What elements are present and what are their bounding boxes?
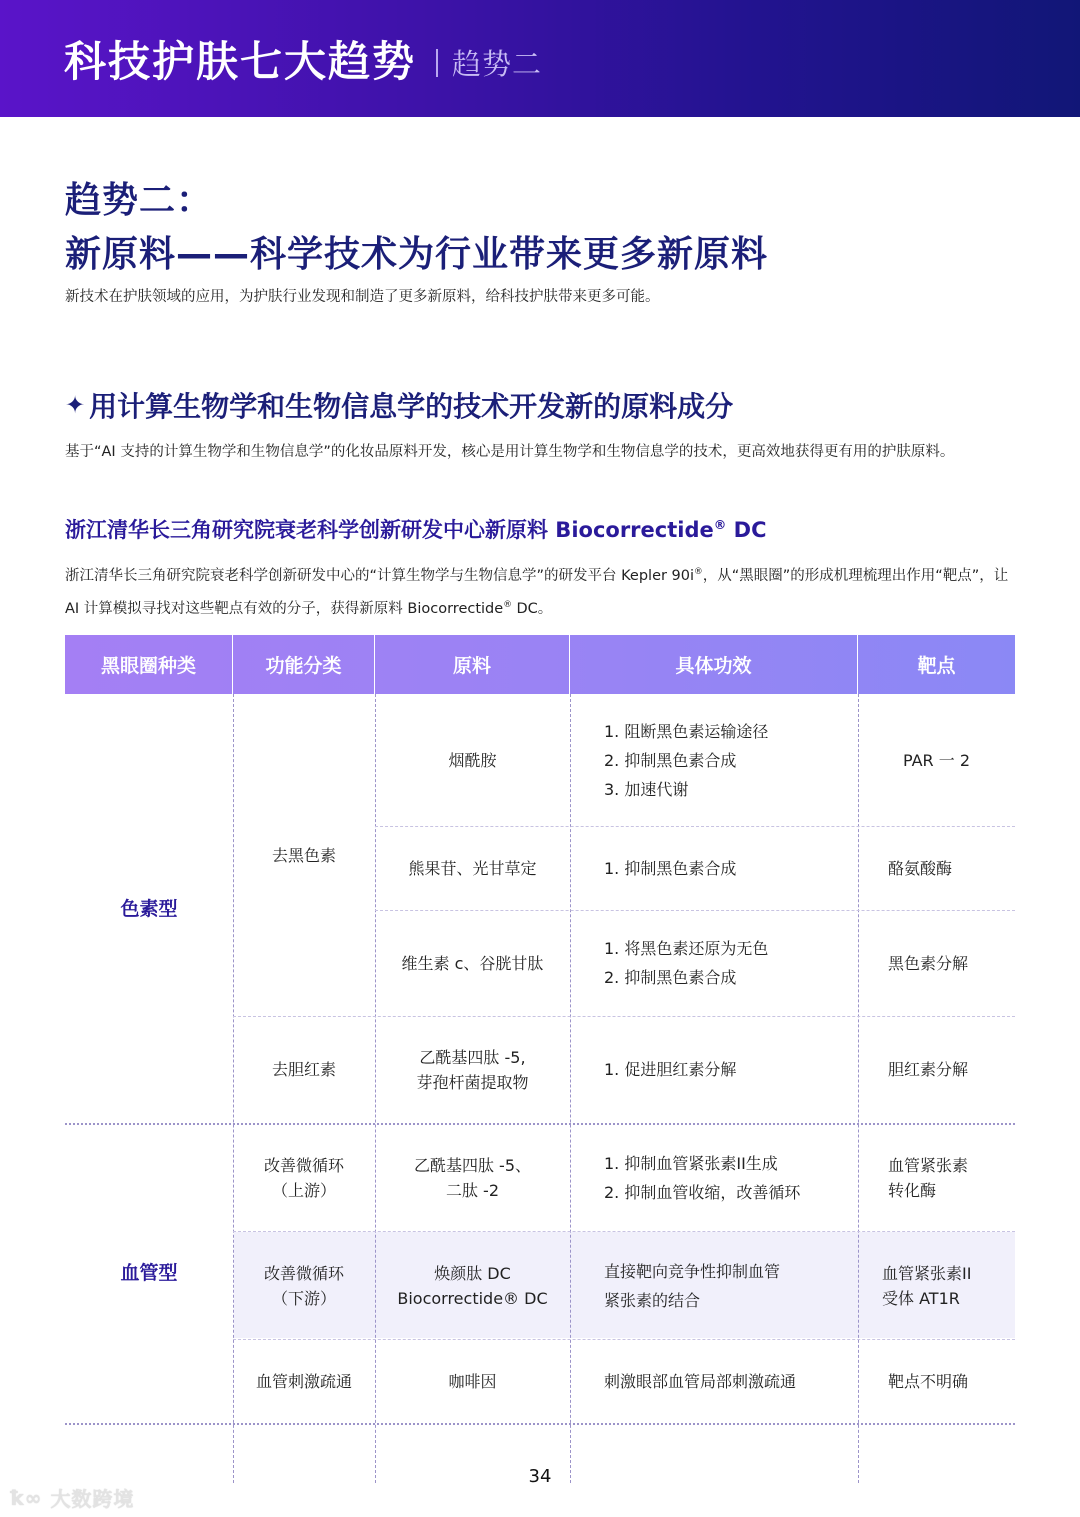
effect-line: 2. 抑制黑色素合成 (604, 750, 737, 770)
effect-line: 1. 阻断黑色素运输途径 (604, 721, 769, 741)
column-header-target: 靶点 (917, 655, 956, 677)
case-body-part1: 浙江清华长三角研究院衰老科学创新研发中心的“计算生物学与生物信息学”的研发平台 Kepler 90i (65, 567, 695, 584)
target-cell: 靶点不明确 (888, 1371, 969, 1391)
target-cell: 黑色素分解 (888, 953, 969, 973)
column-header-material: 原料 (375, 635, 570, 694)
column-header-effect: 具体功效 (570, 635, 858, 694)
effect-line: 3. 加速代谢 (604, 779, 689, 799)
material-line: 焕颜肽 DC (434, 1263, 511, 1283)
function-cell: 去黑色素 (271, 845, 336, 865)
material-cell (375, 1124, 570, 1231)
section-title-line1: 趋势二： (65, 180, 214, 221)
case-body-part3: DC。 (511, 600, 553, 617)
case-title (65, 514, 766, 544)
section-lead: 新技术在护肤领域的应用，为护肤行业发现和制造了更多新原料，给科技护肤带来更多可能。 (65, 289, 660, 305)
section-title-line2: 新原料——科学技术为行业带来更多新原料 (65, 234, 769, 275)
diamond-bullet-icon: ✦ (65, 391, 86, 419)
material-line: 乙酰基四肽 -5、 (413, 1155, 532, 1175)
function-cell: 去胆红素 (271, 1060, 336, 1079)
effect-line: 1. 将黑色素还原为无色 (604, 939, 769, 958)
material-cell: 维生素 c、谷胱甘肽 (401, 953, 544, 973)
case-body (65, 558, 1015, 624)
material-line: Biocorrectide® DC (397, 1288, 548, 1308)
table-header (65, 635, 1015, 694)
target-line: 血管紧张素 (888, 1155, 969, 1175)
case-title-text: 浙江清华长三角研究院衰老科学创新研发中心新原料 Biocorrectide (65, 518, 714, 542)
function-cell: 血管刺激疏通 (255, 1371, 352, 1391)
material-cell (375, 1016, 570, 1123)
watermark-logo-icon: ꝁ∞ (10, 1485, 43, 1510)
effect-cell (570, 910, 858, 1016)
effect-line: 紧张素的结合 (604, 1290, 701, 1310)
effect-cell: 1. 抑制黑色素合成 (604, 858, 737, 878)
page-number: 34 (528, 1466, 552, 1487)
report-title: 科技护肤七大趋势 (64, 36, 417, 86)
subsection-body: 基于“AI 支持的计算生物学和生物信息学”的化妆品原料开发，核心是用计算生物学和生物信息学的技术，更高效地获得更有用的护肤原料。 (65, 444, 955, 460)
material-line: 二肽 -2 (445, 1180, 500, 1200)
title-divider (436, 49, 438, 77)
material-cell: 咖啡因 (448, 1371, 497, 1391)
subsection-heading (65, 385, 733, 425)
function-cell (233, 1232, 375, 1339)
group-label-vascular: 血管型 (120, 1262, 178, 1284)
case-body-part2: ，从“黑眼圈”的形成机理梳理出作用“靶点”，让 AI 计算模拟寻找对这些靶点有效的分子，获得新原料 Biocorrectide (65, 567, 1009, 617)
target-cell: PAR 一 2 (902, 750, 971, 770)
registered-mark: ® (713, 517, 727, 532)
registered-mark: ® (503, 599, 512, 610)
target-cell: 酪氨酸酶 (888, 858, 953, 878)
material-line: 乙酰基四肽 -5, (419, 1047, 526, 1067)
material-cell: 烟酰胺 (448, 750, 497, 770)
effect-cell: 1. 促进胆红素分解 (604, 1060, 737, 1079)
effect-line: 2. 抑制黑色素合成 (604, 968, 737, 987)
group-label-pigment: 色素型 (120, 897, 178, 920)
target-cell (858, 1232, 1015, 1339)
function-cell (233, 1124, 375, 1231)
dark-circle-table (65, 635, 1015, 1391)
registered-mark: ® (694, 567, 703, 577)
effect-line: 2. 抑制血管收缩，改善循环 (604, 1182, 801, 1202)
target-line: 血管紧张素II (882, 1263, 972, 1283)
target-cell (858, 1124, 1015, 1231)
column-header-function: 功能分类 (233, 635, 375, 694)
function-line: （上游） (271, 1180, 336, 1200)
table-bottom-border (65, 1423, 1015, 1425)
target-line: 受体 AT1R (882, 1288, 960, 1308)
effect-line: 直接靶向竞争性抑制血管 (604, 1261, 781, 1281)
header-banner (0, 0, 1080, 117)
effect-cell (570, 1232, 858, 1339)
case-title-suffix: DC (726, 518, 767, 542)
material-cell (375, 1232, 570, 1339)
material-line: 芽孢杆菌提取物 (416, 1072, 529, 1092)
target-line: 转化酶 (888, 1180, 937, 1200)
effect-line: 1. 抑制血管紧张素II生成 (604, 1153, 778, 1173)
column-header-type: 黑眼圈种类 (65, 635, 233, 694)
subsection-title: 用计算生物学和生物信息学的技术开发新的原料成分 (89, 390, 734, 423)
material-cell: 熊果苷、光甘草定 (408, 858, 537, 878)
function-line: 改善微循环 (263, 1263, 344, 1283)
watermark-text: 大数跨境 (50, 1487, 135, 1511)
function-line: （下游） (271, 1288, 336, 1308)
effect-cell (570, 694, 858, 826)
effect-cell (570, 1124, 858, 1231)
watermark (10, 1483, 134, 1512)
effect-cell: 刺激眼部血管局部刺激疏通 (604, 1371, 797, 1391)
target-cell: 胆红素分解 (888, 1060, 969, 1079)
function-line: 改善微循环 (263, 1155, 344, 1175)
report-subtitle: 趋势二 (452, 47, 543, 81)
